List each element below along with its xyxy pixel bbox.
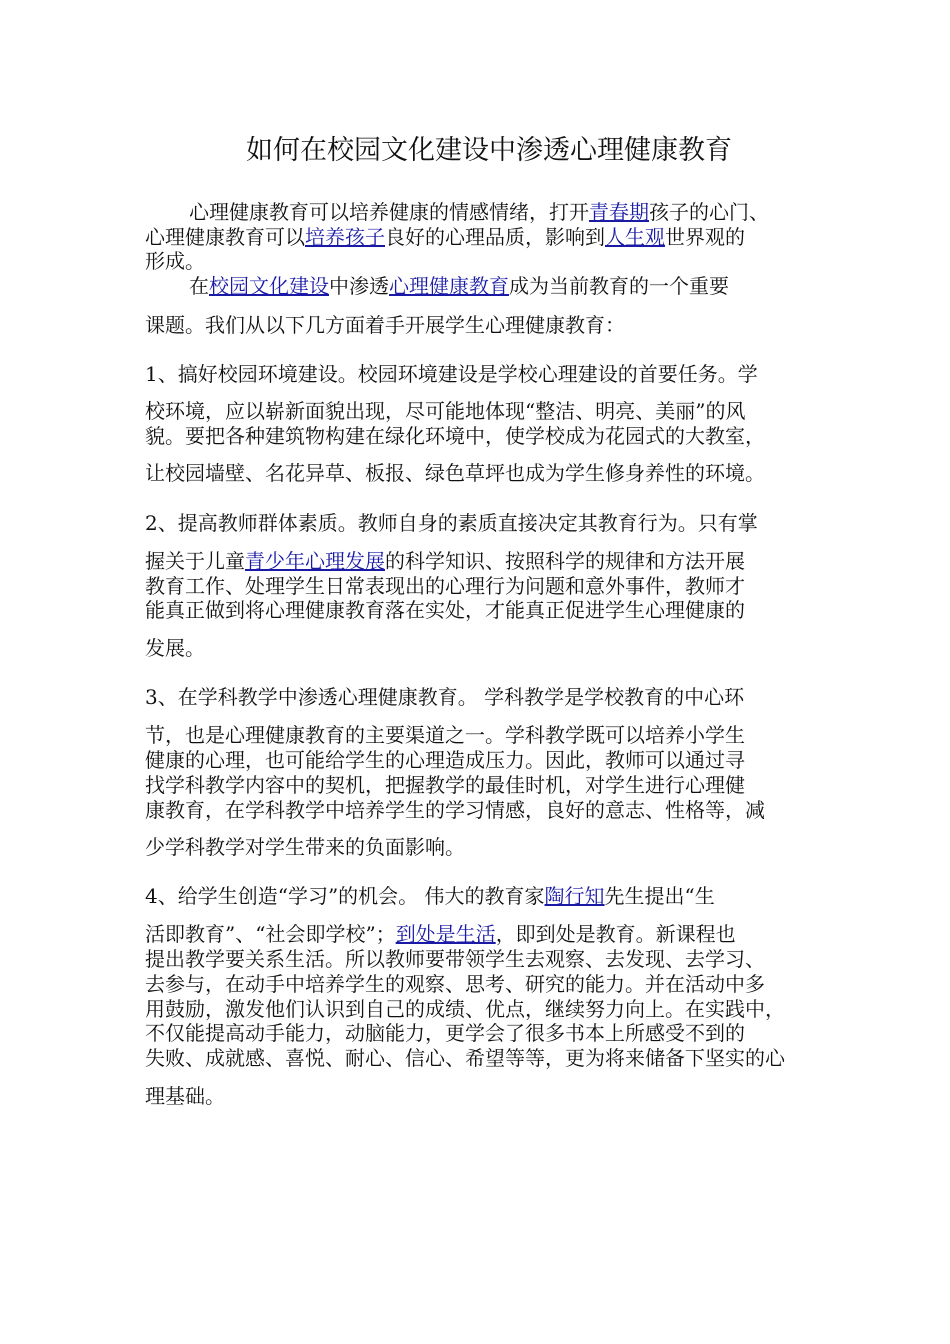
text: 世界观的	[665, 225, 745, 249]
section3-line-5: 康教育，在学科教学中培养学生的学习情感，良好的意志、性格等，减	[145, 798, 765, 822]
section1-line-4: 让校园墙壁、名花异草、板报、绿色草坪也成为学生修身养性的环境。	[145, 461, 765, 485]
text: 心理健康教育可以培养健康的情感情绪，打开	[189, 200, 589, 224]
section4-line-4: 去参与，在动手中培养学生的观察、思考、研究的能力。并在活动中多	[145, 972, 765, 996]
section2-line-5: 发展。	[145, 636, 205, 660]
link-xinli-jiankang-jiaoyu[interactable]: 心理健康教育	[389, 274, 509, 298]
text: 握关于儿童	[145, 549, 245, 573]
section4-line-6: 不仅能提高动手能力，动脑能力，更学会了很多书本上所感受不到的	[145, 1021, 745, 1045]
section2-line-3: 教育工作、处理学生日常表现出的心理行为问题和意外事件，教师才	[145, 574, 745, 598]
intro-line-4	[189, 273, 729, 299]
link-renshengguan[interactable]: 人生观	[605, 225, 665, 249]
link-xiaoyuan-wenhua-jianshe[interactable]: 校园文化建设	[209, 274, 329, 298]
section4-line-1	[145, 883, 715, 909]
section3-line-1: 3、在学科教学中渗透心理健康教育。 学科教学是学校教育的中心环	[145, 685, 745, 709]
link-peiyang-haizi[interactable]: 培养孩子	[305, 225, 385, 249]
text: 成为当前教育的一个重要	[509, 274, 729, 298]
link-qingshaonian-xinli-fazhan[interactable]: 青少年心理发展	[245, 549, 385, 573]
section4-line-8: 理基础。	[145, 1084, 225, 1108]
section1-line-2: 校环境，应以崭新面貌出现，尽可能地体现“整洁、明亮、美丽”的风	[145, 399, 746, 423]
text: 4、给学生创造“学习”的机会。 伟大的教育家	[145, 884, 545, 908]
intro-line-1	[189, 199, 769, 225]
text: 良好的心理品质，影响到	[385, 225, 605, 249]
document-title: 如何在校园文化建设中渗透心理健康教育	[246, 135, 732, 166]
intro-line-5: 课题。我们从以下几方面着手开展学生心理健康教育：	[145, 313, 625, 337]
text: 的科学知识、按照科学的规律和方法开展	[385, 549, 745, 573]
text: 活即教育”、“社会即学校”；	[145, 922, 396, 946]
link-tao-xingzhi[interactable]: 陶行知	[544, 884, 605, 908]
text: 先生提出“生	[604, 884, 715, 908]
text: 孩子的心门、	[649, 200, 769, 224]
section3-line-3: 健康的心理，也可能给学生的心理造成压力。因此，教师可以通过寻	[145, 748, 745, 772]
text: 在	[189, 274, 209, 298]
section2-line-2	[145, 548, 745, 574]
section3-line-2: 节，也是心理健康教育的主要渠道之一。学科教学既可以培养小学生	[145, 723, 745, 747]
section4-line-2	[145, 921, 736, 947]
section4-line-7: 失败、成就感、喜悦、耐心、信心、希望等等，更为将来储备下坚实的心	[145, 1046, 785, 1070]
link-daochu-shi-shenghuo[interactable]: 到处是生活	[395, 922, 496, 946]
text: 中渗透	[329, 274, 389, 298]
text: ，即到处是教育。新课程也	[495, 922, 736, 946]
section1-line-3: 貌。要把各种建筑物构建在绿化环境中，使学校成为花园式的大教室，	[145, 424, 765, 448]
section2-line-4: 能真正做到将心理健康教育落在实处，才能真正促进学生心理健康的	[145, 598, 745, 622]
section1-line-1: 1、搞好校园环境建设。校园环境建设是学校心理建设的首要任务。学	[145, 362, 758, 386]
section4-line-5: 用鼓励，激发他们认识到自己的成绩、优点，继续努力向上。在实践中，	[145, 997, 785, 1021]
section3-line-4: 找学科教学内容中的契机，把握教学的最佳时机，对学生进行心理健	[145, 773, 745, 797]
intro-line-2	[145, 224, 745, 250]
text: 心理健康教育可以	[145, 225, 305, 249]
link-qingchunqi[interactable]: 青春期	[589, 200, 649, 224]
section3-line-6: 少学科教学对学生带来的负面影响。	[145, 835, 465, 859]
intro-line-3: 形成。	[145, 249, 205, 273]
section4-line-3: 提出教学要关系生活。所以教师要带领学生去观察、去发现、去学习、	[145, 947, 765, 971]
section2-line-1: 2、提高教师群体素质。教师自身的素质直接决定其教育行为。只有掌	[145, 511, 758, 535]
